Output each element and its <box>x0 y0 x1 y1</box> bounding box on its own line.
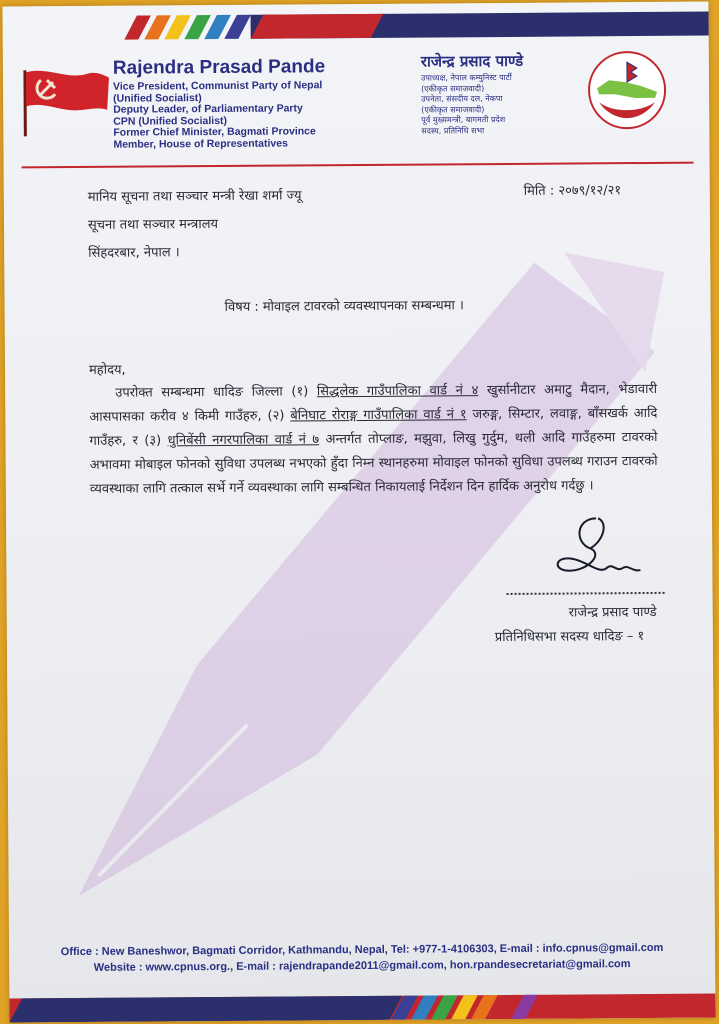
name-nepali: राजेन्द्र प्रसाद पाण्डे <box>420 51 524 71</box>
designation-line-np: पूर्व मुख्यमन्त्री, बागमती प्रदेश <box>421 115 506 125</box>
designation-line-np: सदस्य, प्रतिनिधि सभा <box>421 126 485 136</box>
signatory-name: राजेन्द्र प्रसाद पाण्डे <box>568 604 657 621</box>
footer-contact: Website : www.cpnus.org., E-mail : rajendrapande2011@gmail.com, hon.rpandesecretariat@gmail.com <box>93 958 631 974</box>
designation-line-np: (एकीकृत समाजवादी) <box>421 104 485 115</box>
designation-line: Vice President, Communist Party of Nepal <box>112 79 323 93</box>
english-letterhead <box>113 56 326 151</box>
designation-line: Former Chief Minister, Bagmati Province <box>113 125 316 140</box>
hammer-sickle-flag-icon <box>17 66 114 139</box>
signature-icon <box>546 512 647 593</box>
footer-address: Office : New Baneshwor, Bagmati Corridor, Kathmandu, Nepal, Tel: +977-1-4106303, E-mail : info.cpnus@gmail.com <box>60 941 664 959</box>
letterhead-page <box>2 2 715 1023</box>
designation-line: Deputy Leader, of Parliamentary Party <box>113 102 303 116</box>
designation-line: Member, House of Representatives <box>113 137 288 151</box>
footer-color-stripes <box>397 995 537 1020</box>
footer-navy-band <box>10 996 403 1023</box>
salutation: महोदय, <box>88 362 126 378</box>
recipient-line: मानिय सूचना तथा सञ्चार मन्त्री रेखा शर्मा ज्यू <box>87 188 302 205</box>
header-divider <box>22 162 694 169</box>
letterhead-footer <box>9 940 715 977</box>
designation-line-np: (एकीकृत समाजवादी) <box>421 83 485 94</box>
letter-subject: विषय : मोवाइल टावरको व्यवस्थापनका सम्बन्धमा । <box>224 298 464 315</box>
body-text-segment: अन्तर्गत तोप्लाङ, मझुवा, लिखु गुर्दुम, थली आदि गाउँहरुमा टावरको अभावमा मोबाइल फोनको सुविधा उपलब्ध नभएको हुँदा निम्न स्थानहरुमा मोवाइल फोनको सुविधा उपलब्ध गराउन टावरको व्यवस्थाका लागि तत्काल सर्भे गर्ने व्यवस्थाका लागि सम्बन्धित निकायलाई निर्देशन दिन हार्दिक अनुरोध गर्दछु । <box>89 429 658 497</box>
body-text-segment: जरुङ्ग, सिम्टार, लवाङ्ग, बाँसखर्क आदि गाउँहरु, र (३) <box>89 405 658 449</box>
recipient-address <box>88 182 302 267</box>
nepal-map-hands-logo-icon <box>585 48 670 133</box>
underlined-ward: सिद्धलेक गाउँपालिका वार्ड नं ४ <box>316 383 479 400</box>
header-red-band <box>251 14 384 39</box>
letter-body <box>89 378 658 502</box>
body-text-segment: खुर्सानीटार अमाटु मैदान, भेडावारी आसपासका करीव ४ किमी गाउँहरु, (२) <box>89 381 658 425</box>
letter-date: मिति : २०७९/१२/२१ <box>523 183 622 199</box>
designation-line: CPN (Unified Socialist) <box>113 114 228 128</box>
header-color-stripes <box>131 15 251 40</box>
underlined-ward: धुनिबेंसी नगरपालिका वार्ड नं ७ <box>167 432 320 449</box>
signatory-title: प्रतिनिधिसभा सदस्य धादिङ – १ <box>494 629 645 646</box>
recipient-line: सूचना तथा सञ्चार मन्त्रालय <box>87 216 219 233</box>
designation-line: (Unified Socialist) <box>113 91 202 105</box>
designation-line-np: उपनेता, संसदीय दल, नेकपा <box>421 94 503 104</box>
nepali-letterhead <box>421 51 524 137</box>
recipient-line: सिंहदरबार, नेपाल । <box>88 245 180 261</box>
body-text-segment: उपरोक्त सम्बन्धमा धादिङ जिल्ला (१) <box>115 384 317 401</box>
name-english: Rajendra Prasad Pande <box>112 56 326 79</box>
underlined-ward: बेनिघाट रोराङ्ग गाउँपालिका वार्ड नं १ <box>290 407 467 424</box>
designation-line-np: उपाध्यक्ष, नेपाल कम्युनिस्ट पार्टी <box>420 72 512 83</box>
